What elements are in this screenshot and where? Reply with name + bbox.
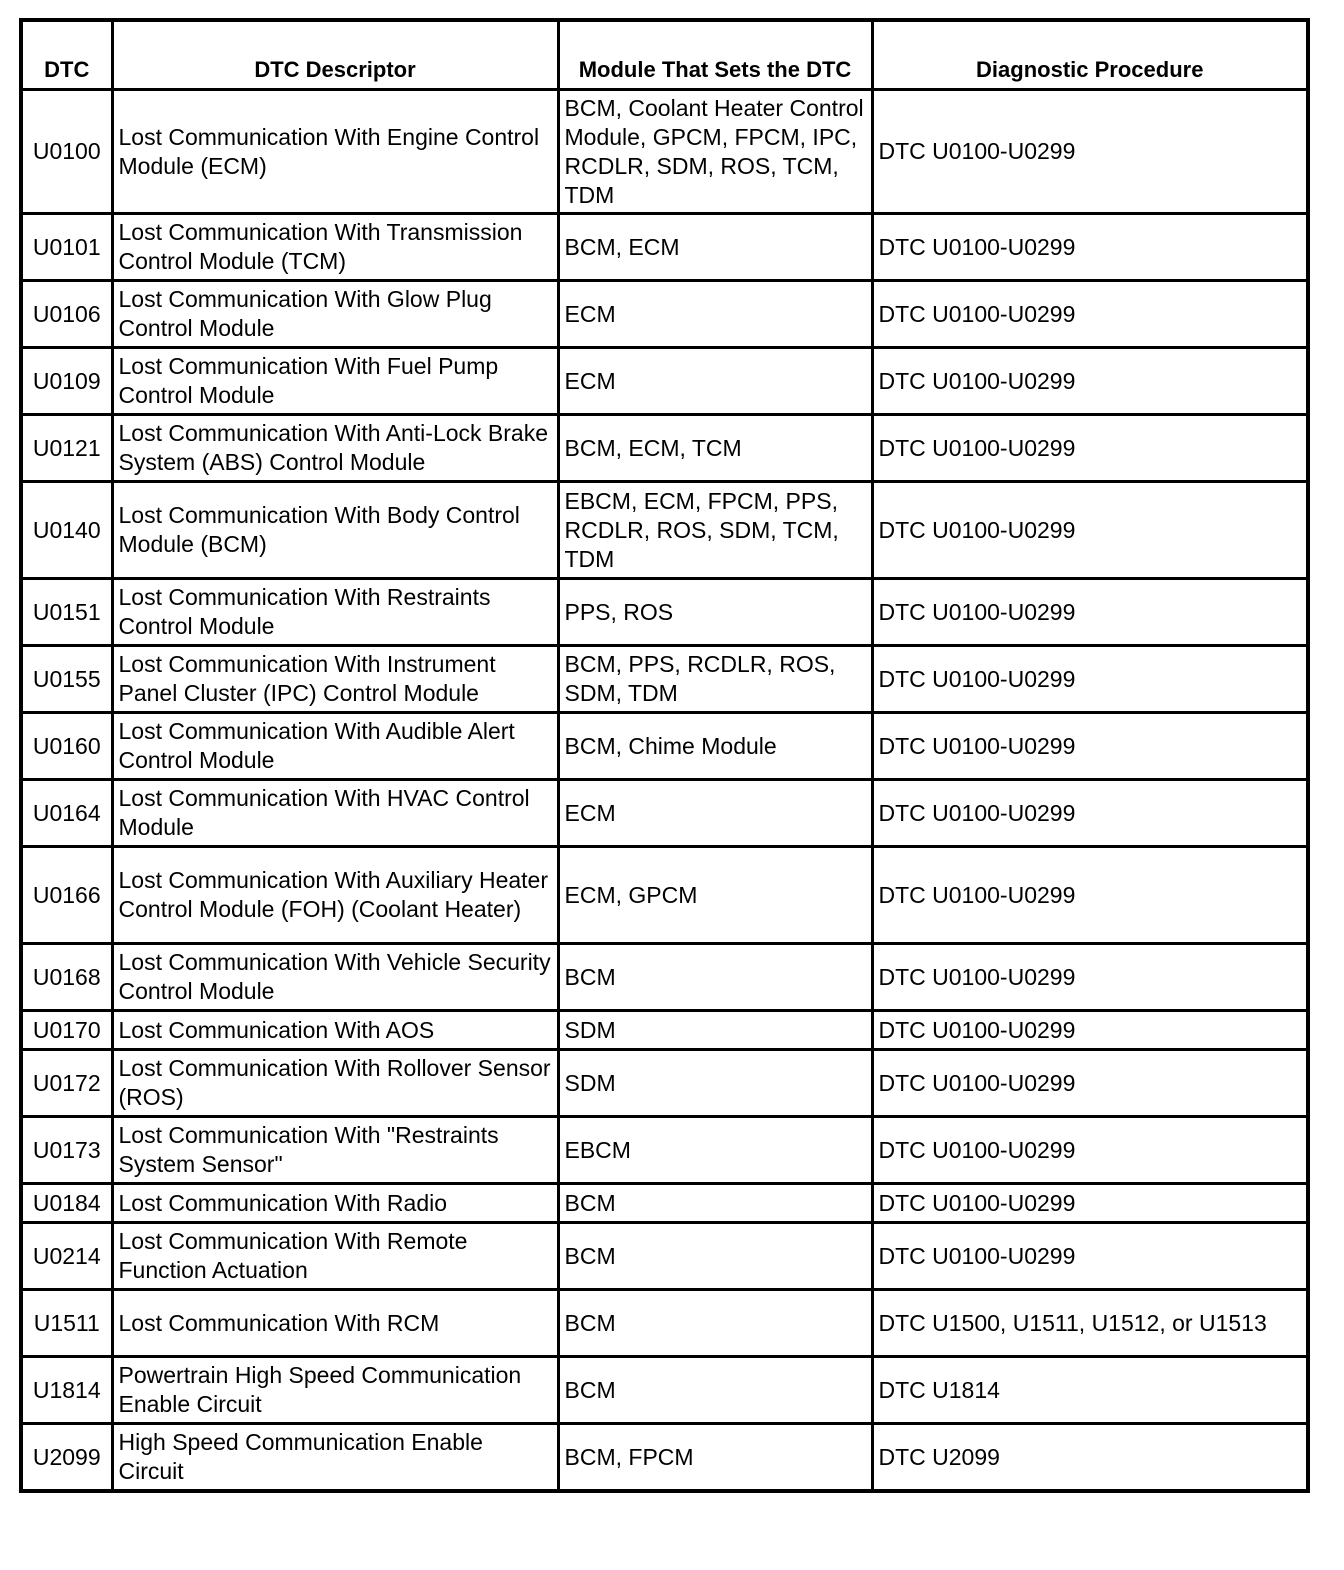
dtc-code: U1511 bbox=[21, 1290, 112, 1357]
dtc-code: U0140 bbox=[21, 482, 112, 579]
table-row bbox=[21, 281, 1308, 348]
dtc-code: U0166 bbox=[21, 847, 112, 944]
dtc-code: U0173 bbox=[21, 1117, 112, 1184]
module-sets-dtc: BCM, Chime Module bbox=[558, 713, 872, 780]
header-module: Module That Sets the DTC bbox=[558, 20, 872, 90]
diagnostic-procedure: DTC U0100-U0299 bbox=[872, 713, 1308, 780]
dtc-descriptor: Lost Communication With RCM bbox=[112, 1290, 558, 1357]
diagnostic-procedure: DTC U0100-U0299 bbox=[872, 780, 1308, 847]
module-sets-dtc: ECM bbox=[558, 348, 872, 415]
dtc-table bbox=[19, 18, 1310, 1493]
dtc-descriptor: Lost Communication With Instrument Panel Cluster (IPC) Control Module bbox=[112, 646, 558, 713]
table-row bbox=[21, 944, 1308, 1011]
dtc-descriptor: Lost Communication With Rollover Sensor (ROS) bbox=[112, 1050, 558, 1117]
dtc-descriptor: Lost Communication With Engine Control Module (ECM) bbox=[112, 90, 558, 214]
dtc-descriptor: Lost Communication With HVAC Control Module bbox=[112, 780, 558, 847]
dtc-code: U0184 bbox=[21, 1184, 112, 1223]
dtc-descriptor: Lost Communication With Body Control Module (BCM) bbox=[112, 482, 558, 579]
diagnostic-procedure: DTC U0100-U0299 bbox=[872, 646, 1308, 713]
diagnostic-procedure: DTC U0100-U0299 bbox=[872, 847, 1308, 944]
table-row bbox=[21, 482, 1308, 579]
table-row bbox=[21, 1050, 1308, 1117]
header-procedure: Diagnostic Procedure bbox=[872, 20, 1308, 90]
table-row bbox=[21, 348, 1308, 415]
dtc-code: U0168 bbox=[21, 944, 112, 1011]
dtc-descriptor: Lost Communication With Transmission Control Module (TCM) bbox=[112, 214, 558, 281]
diagnostic-procedure: DTC U0100-U0299 bbox=[872, 415, 1308, 482]
diagnostic-procedure: DTC U0100-U0299 bbox=[872, 348, 1308, 415]
dtc-descriptor: Powertrain High Speed Communication Enable Circuit bbox=[112, 1357, 558, 1424]
table-row bbox=[21, 90, 1308, 214]
dtc-code: U0100 bbox=[21, 90, 112, 214]
dtc-code: U0172 bbox=[21, 1050, 112, 1117]
diagnostic-procedure: DTC U0100-U0299 bbox=[872, 1117, 1308, 1184]
dtc-code: U0214 bbox=[21, 1223, 112, 1290]
module-sets-dtc: SDM bbox=[558, 1011, 872, 1050]
dtc-descriptor: Lost Communication With Restraints Control Module bbox=[112, 579, 558, 646]
diagnostic-procedure: DTC U2099 bbox=[872, 1424, 1308, 1492]
diagnostic-procedure: DTC U0100-U0299 bbox=[872, 1184, 1308, 1223]
dtc-code: U2099 bbox=[21, 1424, 112, 1492]
dtc-descriptor: Lost Communication With Vehicle Security Control Module bbox=[112, 944, 558, 1011]
dtc-descriptor: Lost Communication With AOS bbox=[112, 1011, 558, 1050]
dtc-descriptor: Lost Communication With Auxiliary Heater Control Module (FOH) (Coolant Heater) bbox=[112, 847, 558, 944]
dtc-code: U0151 bbox=[21, 579, 112, 646]
table-row bbox=[21, 579, 1308, 646]
dtc-descriptor: Lost Communication With Remote Function Actuation bbox=[112, 1223, 558, 1290]
diagnostic-procedure: DTC U0100-U0299 bbox=[872, 281, 1308, 348]
diagnostic-procedure: DTC U1814 bbox=[872, 1357, 1308, 1424]
module-sets-dtc: PPS, ROS bbox=[558, 579, 872, 646]
dtc-code: U0155 bbox=[21, 646, 112, 713]
table-header-row bbox=[21, 20, 1308, 90]
module-sets-dtc: ECM bbox=[558, 780, 872, 847]
dtc-code: U0170 bbox=[21, 1011, 112, 1050]
dtc-descriptor: Lost Communication With Anti-Lock Brake System (ABS) Control Module bbox=[112, 415, 558, 482]
module-sets-dtc: SDM bbox=[558, 1050, 872, 1117]
module-sets-dtc: BCM bbox=[558, 1184, 872, 1223]
module-sets-dtc: BCM, ECM, TCM bbox=[558, 415, 872, 482]
dtc-descriptor: Lost Communication With Glow Plug Control Module bbox=[112, 281, 558, 348]
table-row bbox=[21, 1184, 1308, 1223]
dtc-code: U1814 bbox=[21, 1357, 112, 1424]
dtc-descriptor: Lost Communication With "Restraints System Sensor" bbox=[112, 1117, 558, 1184]
diagnostic-procedure: DTC U0100-U0299 bbox=[872, 214, 1308, 281]
module-sets-dtc: BCM, PPS, RCDLR, ROS, SDM, TDM bbox=[558, 646, 872, 713]
table-row bbox=[21, 780, 1308, 847]
dtc-code: U0164 bbox=[21, 780, 112, 847]
module-sets-dtc: BCM bbox=[558, 1223, 872, 1290]
table-row bbox=[21, 847, 1308, 944]
module-sets-dtc: BCM bbox=[558, 1290, 872, 1357]
module-sets-dtc: BCM, Coolant Heater Control Module, GPCM, FPCM, IPC, RCDLR, SDM, ROS, TCM, TDM bbox=[558, 90, 872, 214]
table-row bbox=[21, 713, 1308, 780]
dtc-descriptor: High Speed Communication Enable Circuit bbox=[112, 1424, 558, 1492]
header-dtc: DTC bbox=[21, 20, 112, 90]
dtc-code: U0109 bbox=[21, 348, 112, 415]
module-sets-dtc: BCM, FPCM bbox=[558, 1424, 872, 1492]
dtc-code: U0121 bbox=[21, 415, 112, 482]
dtc-descriptor: Lost Communication With Fuel Pump Control Module bbox=[112, 348, 558, 415]
header-descriptor: DTC Descriptor bbox=[112, 20, 558, 90]
table-row bbox=[21, 1117, 1308, 1184]
diagnostic-procedure: DTC U0100-U0299 bbox=[872, 482, 1308, 579]
table-row bbox=[21, 1357, 1308, 1424]
diagnostic-procedure: DTC U0100-U0299 bbox=[872, 90, 1308, 214]
diagnostic-procedure: DTC U0100-U0299 bbox=[872, 1050, 1308, 1117]
dtc-descriptor: Lost Communication With Radio bbox=[112, 1184, 558, 1223]
table-row bbox=[21, 1223, 1308, 1290]
table-row bbox=[21, 646, 1308, 713]
module-sets-dtc: EBCM bbox=[558, 1117, 872, 1184]
table-row bbox=[21, 415, 1308, 482]
module-sets-dtc: ECM bbox=[558, 281, 872, 348]
module-sets-dtc: BCM, ECM bbox=[558, 214, 872, 281]
module-sets-dtc: BCM bbox=[558, 1357, 872, 1424]
dtc-descriptor: Lost Communication With Audible Alert Control Module bbox=[112, 713, 558, 780]
dtc-code: U0106 bbox=[21, 281, 112, 348]
table-row bbox=[21, 214, 1308, 281]
module-sets-dtc: BCM bbox=[558, 944, 872, 1011]
diagnostic-procedure: DTC U1500, U1511, U1512, or U1513 bbox=[872, 1290, 1308, 1357]
diagnostic-procedure: DTC U0100-U0299 bbox=[872, 579, 1308, 646]
dtc-code: U0160 bbox=[21, 713, 112, 780]
table-row bbox=[21, 1290, 1308, 1357]
dtc-code: U0101 bbox=[21, 214, 112, 281]
diagnostic-procedure: DTC U0100-U0299 bbox=[872, 1011, 1308, 1050]
table-row bbox=[21, 1424, 1308, 1492]
diagnostic-procedure: DTC U0100-U0299 bbox=[872, 1223, 1308, 1290]
module-sets-dtc: ECM, GPCM bbox=[558, 847, 872, 944]
table-row bbox=[21, 1011, 1308, 1050]
diagnostic-procedure: DTC U0100-U0299 bbox=[872, 944, 1308, 1011]
module-sets-dtc: EBCM, ECM, FPCM, PPS, RCDLR, ROS, SDM, TCM, TDM bbox=[558, 482, 872, 579]
